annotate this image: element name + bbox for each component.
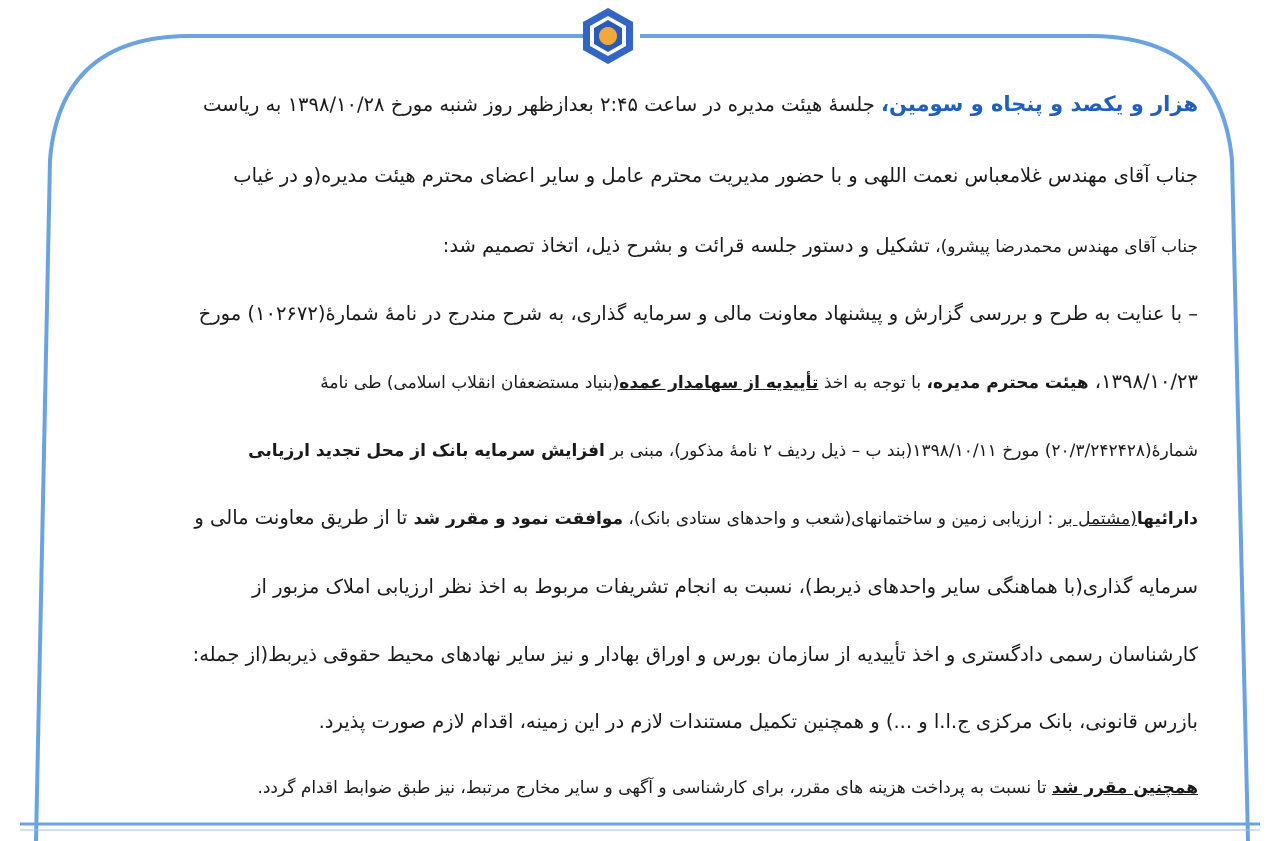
resolution-line-3: شمارهٔ(۲۰/۳/۲۴۲۴۲۸) مورخ ۱۳۹۸/۱۰/۱۱(بند ب – ذیل ردیف ۲ نامهٔ مذکور)، مبنی بر افزایش سرمایه بانک از محل تجدید ارزیابی (248, 441, 1198, 461)
absence-line: جناب آقای مهندس محمدرضا پیشرو)، تشکیل و دستور جلسه قرائت و بشرح ذیل، اتخاذ تصمیم شد: (442, 234, 1198, 257)
resolution-line-1: – با عنایت به طرح و بررسی گزارش و پیشنهاد معاونت مالی و سرمایه گذاری، به شرح مندرج در نامهٔ شمارهٔ(۱۰۲۶۷۲) مورخ (198, 302, 1198, 325)
resolution-line-2: ۱۳۹۸/۱۰/۲۳، هیئت محترم مدیره، با توجه به اخذ تأییدیه از سهامدار عمده(بنیاد مستضعفان انقلاب اسلامی) طی نامهٔ (320, 370, 1198, 393)
session-number: هزار و یکصد و پنجاه و سومین، (881, 92, 1198, 116)
intro-line: هزار و یکصد و پنجاه و سومین، جلسهٔ هیئت مدیره در ساعت ۲:۴۵ بعدازظهر روز شنبه مورخ ۱۳۹۸/۱۰/۲۸ به ریاست (203, 92, 1198, 116)
bank-logo-icon (578, 6, 638, 66)
resolution-line-4: دارائیها(مشتمل بر : ارزیابی زمین و ساختمانهای(شعب و واحدهای ستادی بانک)، موافقت نمود و مقرر شد تا از طریق معاونت مالی و (194, 506, 1198, 529)
resolution-line-5: سرمایه گذاری(با هماهنگی سایر واحدهای ذیربط)، نسبت به انجام تشریفات مربوط به اخذ نظر ارزیابی املاک مزبور از (252, 575, 1198, 598)
attendance-line: جناب آقای مهندس غلامعباس نعمت اللهی و با حضور مدیریت محترم عامل و سایر اعضای محترم هیئت مدیره(و در غیاب (233, 164, 1198, 187)
resolution-line-6: کارشناسان رسمی دادگستری و اخذ تأییدیه از سازمان بورس و اوراق بهادار و نیز سایر نهادهای محیط حقوقی ذیربط(از جمله: (192, 643, 1198, 666)
resolution-line-7: بازرس قانونی، بانک مرکزی ج.ا.ا و ...) و همچنین تکمیل مستندات لازم در این زمینه، اقدام لازم صورت پذیرد. (318, 710, 1198, 733)
resolution-line-8: همچنین مقرر شد تا نسبت به پرداخت هزینه های مقرر، برای کارشناسی و آگهی و سایر مخارج مرتبط، نیز طبق ضوابط اقدام گردد. (257, 778, 1198, 798)
